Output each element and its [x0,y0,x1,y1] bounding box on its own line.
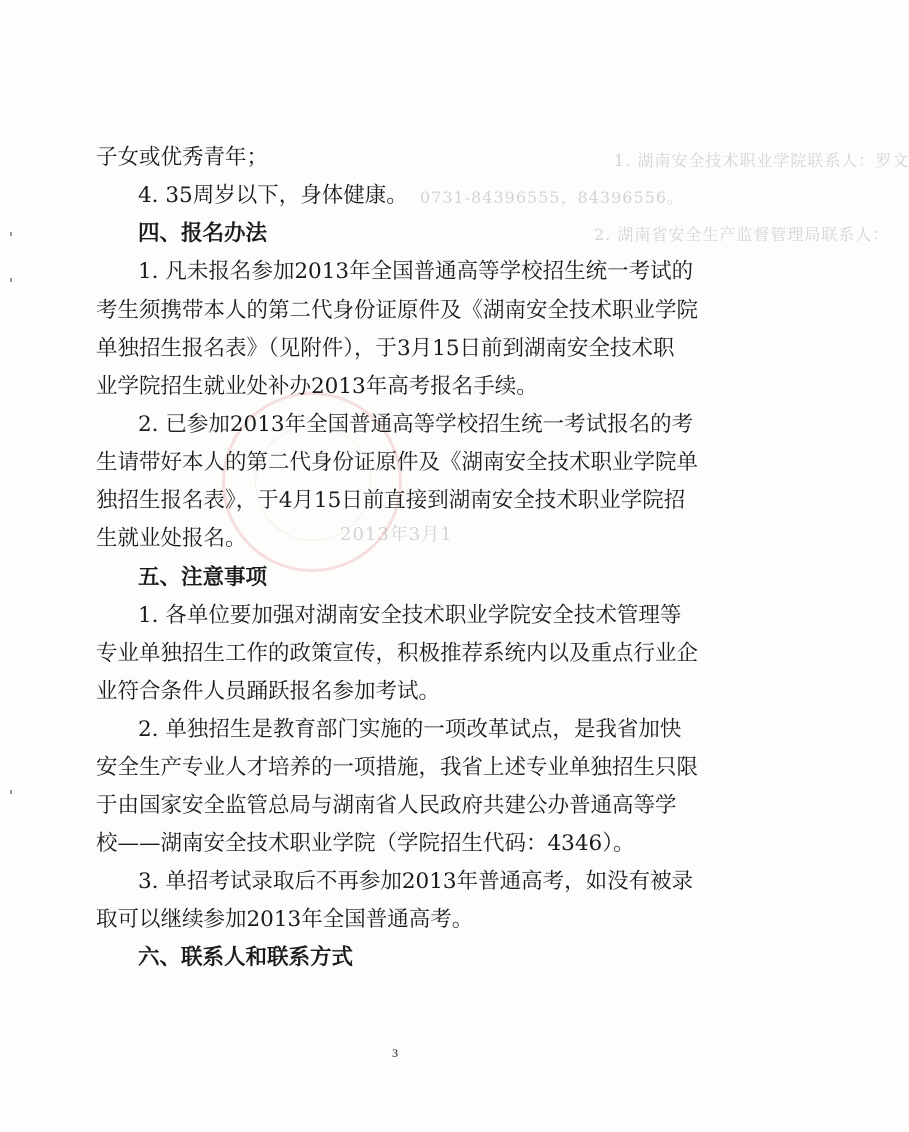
margin-mark [10,790,12,794]
bleed-through-line: 1. 湖南安全技术职业学院联系人：罗文 [614,151,909,170]
registration-item-1-line: 业学院招生就业处补办2013年高考报名手续。 [96,374,538,399]
seal-inner-ring [255,425,371,541]
notes-item-1-line: 专业单独招生工作的政策宣传，积极推荐系统内以及重点行业企 [96,641,699,666]
bleed-through-line: 0731-84396555，84396556。 [420,188,685,207]
registration-item-1-line: 考生须携带本人的第二代身份证原件及《湖南安全技术职业学院 [96,298,699,323]
section-heading-contacts: 六、联系人和联系方式 [138,945,354,970]
body-text-line: 子女或优秀青年； [96,145,269,170]
notes-item-3-line: 3. 单招考试录取后不再参加2013年普通高考，如没有被录 [138,869,694,894]
registration-item-1-line: 单独招生报名表》（见附件），于3月15日前到湖南安全技术职 [96,336,675,361]
section-heading-registration: 四、报名办法 [138,221,268,246]
notes-item-3-line: 取可以继续参加2013年全国普通高考。 [96,907,474,932]
bleed-through-line: 2013年3月1 [340,524,453,545]
registration-item-2-line: 生请带好本人的第二代身份证原件及《湖南安全技术职业学院单 [96,450,699,475]
notes-item-2-line: 校——湖南安全技术职业学院（学院招生代码：4346）。 [96,831,635,856]
registration-item-1-line: 1. 凡未报名参加2013年全国普通高等学校招生统一考试的 [138,259,694,284]
bleed-through-line: 2. 湖南省安全生产监督管理局联系人： [594,225,890,244]
notes-item-2-line: 2. 单独招生是教育部门实施的一项改革试点，是我省加快 [138,717,682,742]
registration-item-2-line: 2. 已参加2013年全国普通高等学校招生统一考试报名的考 [138,412,694,437]
margin-mark [10,278,12,282]
registration-item-2-line: 生就业处报名。 [96,526,247,551]
notes-item-1-line: 业符合条件人员踊跃报名参加考试。 [96,679,441,704]
margin-mark [10,232,12,236]
notes-item-2-line: 于由国家安全监管总局与湖南省人民政府共建公办普通高等学 [96,793,677,818]
registration-item-2-line: 独招生报名表》，于4月15日前直接到湖南安全技术职业学院招 [96,488,686,513]
notes-item-1-line: 1. 各单位要加强对湖南安全技术职业学院安全技术管理等 [138,603,682,628]
page-number: 3 [392,1046,398,1060]
notes-item-2-line: 安全生产专业人才培养的一项措施，我省上述专业单独招生只限 [96,755,699,780]
section-heading-notes: 五、注意事项 [138,565,268,590]
requirement-item-4: 4. 35周岁以下，身体健康。 [138,183,408,208]
